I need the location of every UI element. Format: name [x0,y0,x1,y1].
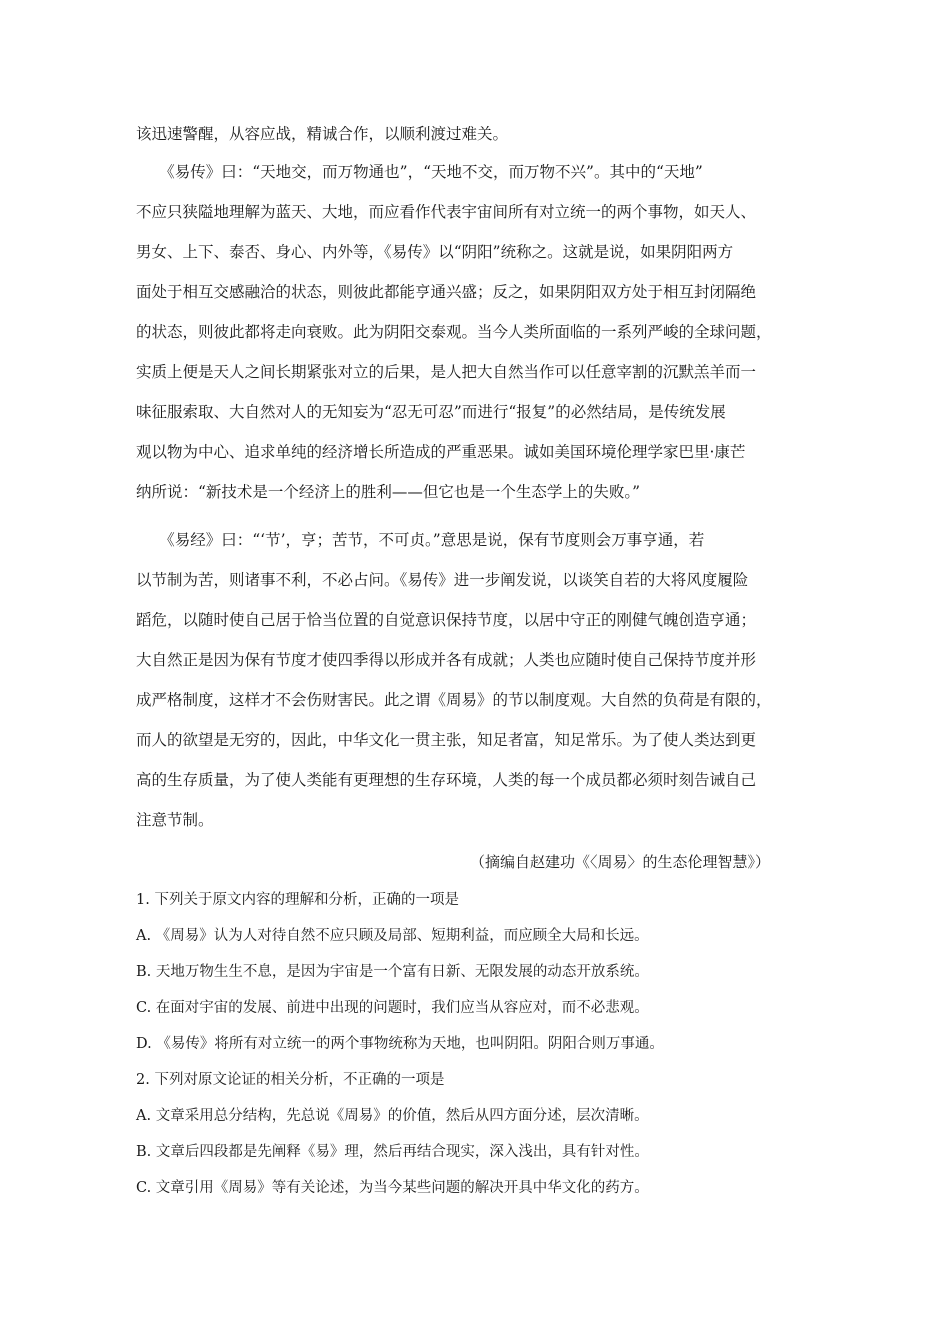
answer-option: B. 天地万物生生不息，是因为宇宙是一个富有日新、无限发展的动态开放系统。 [136,964,649,980]
question-stem: 1. 下列关于原文内容的理解和分析，正确的一项是 [136,892,459,908]
paragraph-line: 观以物为中心、追求单纯的经济增长所造成的严重恶果。诚如美国环境伦理学家巴里·康芒 [136,443,746,461]
paragraph-line: 的状态，则彼此都将走向衰败。此为阴阳交泰观。当今人类所面临的一系列严峻的全球问题， [136,323,772,341]
paragraph-line: 大自然正是因为保有节度才使四季得以形成并各有成就；人类也应随时使自己保持节度并形 [136,651,757,669]
paragraph-line: 《易传》曰：“天地交，而万物通也”，“天地不交，而万物不兴”。其中的“天地” [136,163,703,181]
source-citation: （摘编自赵建功《〈周易〉的生态伦理智慧》） [470,853,771,871]
paragraph-line: 纳所说：“新技术是一个经济上的胜利——但它也是一个生态学上的失败。” [136,483,641,501]
question-stem: 2. 下列对原文论证的相关分析，不正确的一项是 [136,1072,445,1088]
answer-option: C. 在面对宇宙的发展、前进中出现的问题时，我们应当从容应对，而不必悲观。 [136,1000,649,1016]
paragraph-line: 成严格制度，这样才不会伤财害民。此之谓《周易》的节以制度观。大自然的负荷是有限的， [136,691,772,709]
paragraph-line: 蹈危，以随时使自己居于恰当位置的自觉意识保持节度，以居中守正的刚健气魄创造亨通； [136,611,757,629]
paragraph-line: 而人的欲望是无穷的，因此，中华文化一贯主张，知足者富，知足常乐。为了使人类达到更 [136,731,757,749]
paragraph-line: 注意节制。 [136,811,214,829]
paragraph-line: 男女、上下、泰否、身心、内外等，《易传》以“阴阳”统称之。这就是说，如果阴阳两方 [136,243,734,261]
paragraph-line: 面处于相互交感融洽的状态，则彼此都能亨通兴盛；反之，如果阴阳双方处于相互封闭隔绝 [136,283,757,301]
paragraph-line: 不应只狭隘地理解为蓝天、大地，而应看作代表宇宙间所有对立统一的两个事物，如天人、 [136,203,757,221]
answer-option: B. 文章后四段都是先阐释《易》理，然后再结合现实，深入浅出，具有针对性。 [136,1144,649,1160]
paragraph-line: 实质上便是天人之间长期紧张对立的后果，是人把大自然当作可以任意宰割的沉默羔羊而一 [136,363,757,381]
answer-option: A. 文章采用总分结构，先总说《周易》的价值，然后从四方面分述，层次清晰。 [136,1108,649,1124]
paragraph-line: 味征服索取、大自然对人的无知妄为“忍无可忍”而进行“报复”的必然结局，是传统发展 [136,403,726,421]
answer-option: D. 《易传》将所有对立统一的两个事物统称为天地，也叫阴阳。阴阳合则万事通。 [136,1036,664,1052]
answer-option: A. 《周易》认为人对待自然不应只顾及局部、短期利益，而应顾全大局和长远。 [136,928,649,944]
paragraph-line: 以节制为苦，则诸事不利，不必占问。《易传》进一步阐发说，以谈笑自若的大将风度履险 [136,571,749,589]
paragraph-line: 《易经》曰：“‘节’，亨；苦节，不可贞。”意思是说，保有节度则会万事亨通，若 [136,531,705,549]
answer-option: C. 文章引用《周易》等有关论述，为当今某些问题的解决开具中华文化的药方。 [136,1180,649,1196]
paragraph-line: 该迅速警醒，从容应战，精诚合作，以顺利渡过难关。 [136,125,509,143]
paragraph-line: 高的生存质量，为了使人类能有更理想的生存环境，人类的每一个成员都必须时刻告诫自己 [136,771,757,789]
